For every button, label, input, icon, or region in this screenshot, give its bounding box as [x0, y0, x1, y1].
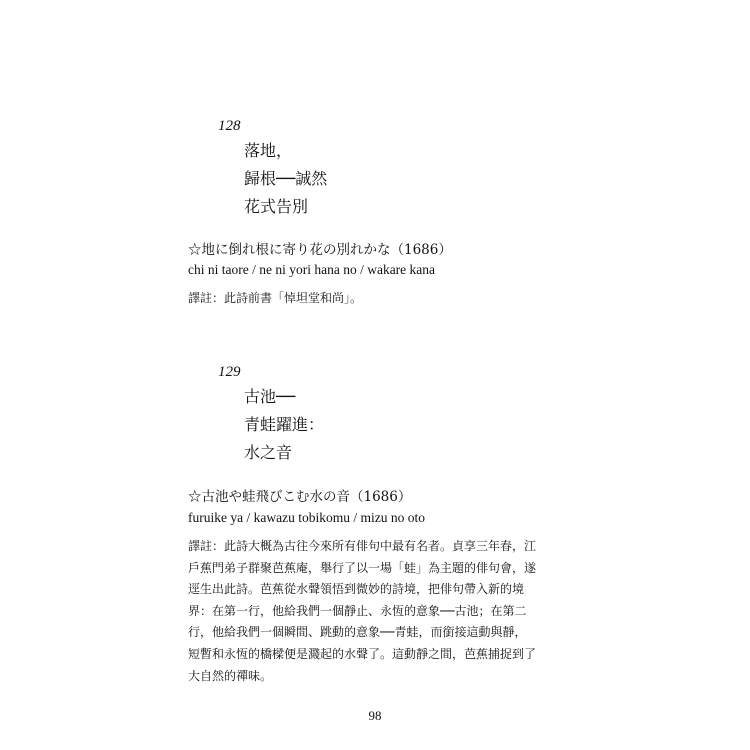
verse-line: 歸根──誠然	[244, 169, 328, 188]
verse-line: 落地，	[244, 141, 293, 160]
original-haiku: ☆地に倒れ根に寄り花の別れかな（1686）	[188, 242, 452, 258]
verse-line: 青蛙躍進：	[244, 415, 325, 434]
poem-translation	[244, 137, 327, 221]
original-haiku: ☆古池や蛙飛びこむ水の音（1686）	[188, 489, 412, 505]
note-line: 界：在第一行，他給我們一個靜止、永恆的意象──古池；在第二	[188, 603, 527, 618]
poem-number: 129	[218, 364, 241, 380]
verse-line: 水之音	[244, 443, 293, 462]
verse-line: 花式告別	[244, 197, 309, 216]
note-line: 譯註：此詩大概為古往今來所有俳句中最有名者。貞享三年春，江	[188, 539, 537, 553]
romaji-line: furuike ya / kawazu tobikomu / mizu no oto	[188, 510, 425, 525]
verse-line: 古池──	[244, 387, 296, 406]
page-number: 98	[368, 708, 382, 723]
note-line: 戶蕉門弟子群聚芭蕉庵，舉行了以一場「蛙」為主題的俳句會，遂	[188, 560, 537, 575]
poem-number: 128	[218, 118, 241, 134]
note-line: 行，他給我們一個瞬間、跳動的意象──青蛙，而銜接這動與靜，	[188, 625, 527, 640]
note-line: 逕生出此詩。芭蕉從水聲領悟到微妙的詩境，把俳句帶入新的境	[188, 582, 525, 597]
romaji-line: chi ni taore / ne ni yori hana no / wakare kana	[188, 262, 436, 277]
translator-note	[188, 536, 568, 687]
poem-translation	[244, 383, 324, 467]
translator-note: 譯註：此詩前書「悼坦堂和尚」。	[188, 291, 363, 305]
note-line: 短暫和永恆的橋樑便是濺起的水聲了。這動靜之間，芭蕉捕捉到了	[188, 646, 537, 661]
note-line: 大自然的禪味。	[188, 668, 273, 683]
